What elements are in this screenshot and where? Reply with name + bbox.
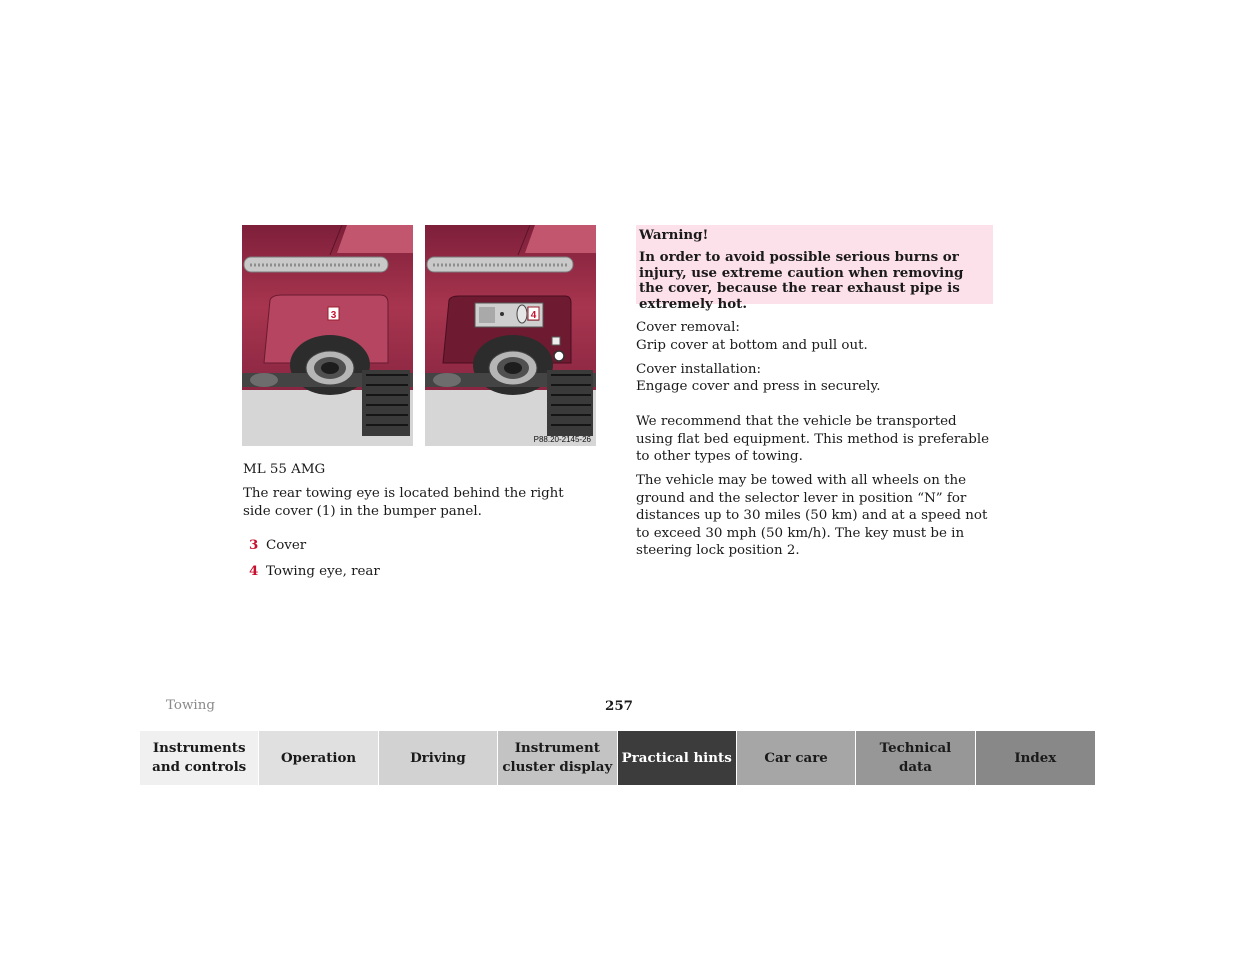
warning-text: In order to avoid possible serious burns or injury, use extreme caution when removing the cover, because the rear exhaust pipe is extremely hot. bbox=[639, 249, 964, 312]
legend-label: Towing eye, rear bbox=[266, 564, 380, 579]
cover-installation-text: Engage cover and press in securely. bbox=[636, 379, 881, 394]
chapter-nav-bar bbox=[140, 731, 1095, 785]
nav-tab-instrument-cluster-display[interactable]: Instrument cluster display bbox=[498, 731, 617, 785]
legend-item bbox=[249, 536, 306, 555]
legend-label: Cover bbox=[266, 538, 307, 553]
legend-item bbox=[249, 562, 380, 581]
nav-tab-practical-hints[interactable]: Practical hints bbox=[618, 731, 737, 785]
nav-tab-car-care[interactable]: Car care bbox=[737, 731, 856, 785]
callout-4: 4 bbox=[530, 310, 537, 321]
legend-number: 4 bbox=[249, 563, 259, 579]
cover-removal-text: Grip cover at bottom and pull out. bbox=[636, 338, 868, 353]
nav-tab-technical-data[interactable]: Technical data bbox=[856, 731, 975, 785]
footer-section-title: Towing bbox=[166, 698, 215, 713]
warning-title: Warning! bbox=[639, 227, 709, 243]
page-number: 257 bbox=[605, 698, 633, 714]
transport-paragraph: We recommend that the vehicle be transported using flat bed equipment. This method is preferable to other types of towing. bbox=[636, 414, 990, 464]
figure-reference-code: P88.20-2145-26 bbox=[533, 435, 591, 444]
cover-installation-title: Cover installation: bbox=[636, 362, 762, 377]
nav-tab-index[interactable]: Index bbox=[976, 731, 1095, 785]
illustration-bumper-cover bbox=[242, 225, 413, 446]
model-label: ML 55 AMG bbox=[243, 462, 326, 477]
cover-removal-title: Cover removal: bbox=[636, 320, 740, 335]
callout-3: 3 bbox=[330, 310, 337, 321]
intro-paragraph: The rear towing eye is located behind the right side cover (1) in the bumper panel. bbox=[243, 486, 564, 519]
nav-tab-driving[interactable]: Driving bbox=[379, 731, 498, 785]
warning-box bbox=[636, 225, 993, 312]
legend-number: 3 bbox=[249, 537, 259, 553]
nav-tab-operation[interactable]: Operation bbox=[259, 731, 378, 785]
illustration-towing-eye bbox=[425, 225, 596, 446]
nav-tab-instruments-and-controls[interactable]: Instruments and controls bbox=[140, 731, 259, 785]
tow-paragraph: The vehicle may be towed with all wheels on the ground and the selector lever in position “N” for distances up to 30 miles (50 km) and at a speed not to exceed 30 mph (50 km/h). The key must be in steering lock position 2. bbox=[636, 473, 988, 558]
